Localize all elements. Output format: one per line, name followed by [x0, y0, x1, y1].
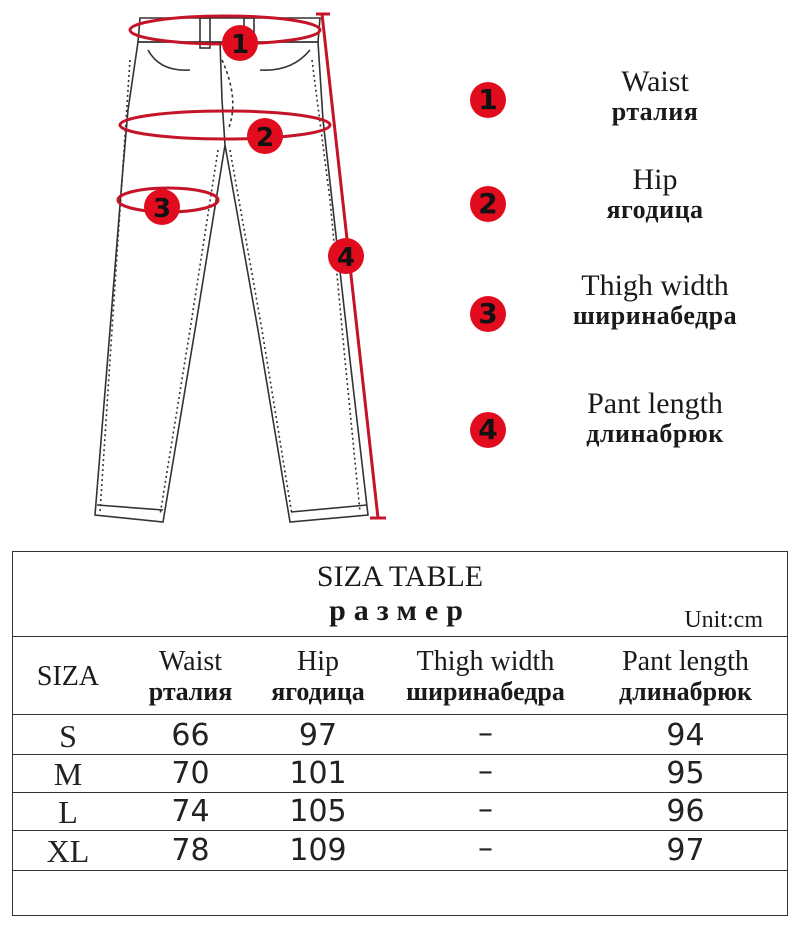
- table-subtitle: размер: [329, 594, 471, 627]
- legend-badge: 2: [470, 186, 506, 222]
- cell-thigh: –: [478, 831, 493, 866]
- column-header-hip: Hip ягодица: [271, 646, 365, 706]
- legend-label-ru: длинабрюк: [586, 419, 724, 448]
- cell-waist: 74: [171, 794, 210, 829]
- legend-item-thigh: [470, 269, 800, 372]
- cell-hip: 105: [289, 794, 347, 829]
- svg-text:3: 3: [152, 194, 172, 224]
- cell-waist: 78: [171, 833, 210, 868]
- cell-waist: 66: [171, 718, 210, 753]
- cell-length: 95: [666, 756, 705, 791]
- cell-size: S: [59, 718, 77, 754]
- unit-label: Unit:cm: [684, 607, 763, 633]
- legend-badge: 3: [470, 296, 506, 332]
- svg-text:1: 1: [230, 30, 250, 60]
- legend-label-en: Pant length: [587, 387, 723, 420]
- cell-size: L: [58, 794, 78, 830]
- cell-thigh: –: [478, 792, 493, 827]
- cell-length: 96: [666, 794, 705, 829]
- legend-badge: 4: [470, 412, 506, 448]
- cell-thigh: –: [478, 754, 493, 789]
- svg-text:4: 4: [336, 243, 356, 273]
- cell-length: 97: [666, 833, 705, 868]
- column-header-size: SIZA: [36, 661, 100, 692]
- cell-size: XL: [46, 833, 90, 869]
- cell-length: 94: [666, 718, 705, 753]
- legend-badge: 1: [470, 82, 506, 118]
- table-title: SIZA TABLE: [316, 560, 484, 593]
- legend-item-hip: [470, 163, 800, 262]
- size-table: [12, 551, 788, 916]
- cell-size: M: [53, 756, 83, 792]
- legend-item-waist: [470, 65, 800, 158]
- legend-label-ru: ягодица: [606, 195, 704, 224]
- cell-hip: 109: [289, 833, 347, 868]
- column-header-thigh: Thigh width ширинабедра: [406, 646, 565, 706]
- cell-waist: 70: [171, 756, 210, 791]
- legend-label-en: Thigh width: [581, 269, 729, 302]
- column-header-waist: Waist ртaлия: [148, 646, 233, 706]
- column-header-length: Pant length длинабрюк: [618, 646, 752, 706]
- cell-hip: 97: [298, 718, 338, 753]
- svg-text:2: 2: [255, 123, 275, 153]
- legend-item-length: [470, 387, 800, 488]
- legend-label-en: Waist: [621, 65, 689, 98]
- legend-label-en: Hip: [632, 163, 678, 196]
- legend-label-ru: ширинабедра: [572, 301, 738, 330]
- cell-thigh: –: [478, 716, 493, 751]
- cell-hip: 101: [289, 756, 347, 791]
- legend-label-ru: ртaлия: [611, 97, 699, 126]
